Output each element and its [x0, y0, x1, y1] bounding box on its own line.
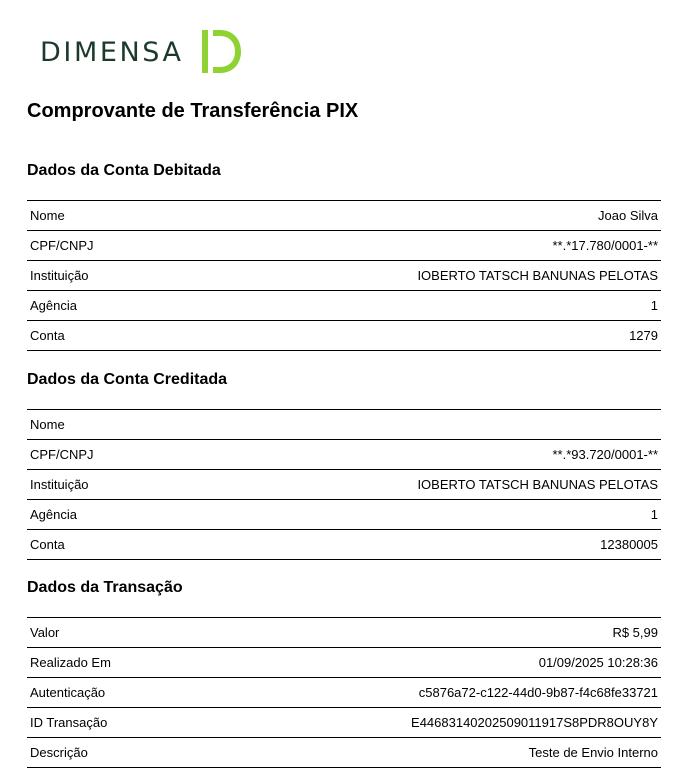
details-table — [27, 617, 661, 768]
page-title: Comprovante de Transferência PIX — [27, 100, 359, 122]
section-debited-account — [27, 161, 661, 351]
row-label: Instituição — [30, 477, 89, 492]
table-row — [27, 678, 661, 708]
table-row — [27, 440, 661, 470]
table-row — [27, 708, 661, 738]
table-row — [27, 738, 661, 768]
row-label: Conta — [30, 328, 65, 343]
row-label: Autenticação — [30, 685, 106, 700]
row-value: **.*93.720/0001-** — [552, 447, 658, 462]
brand-logo — [40, 24, 246, 78]
section-title: Dados da Transação — [27, 579, 183, 596]
row-label: Nome — [30, 417, 65, 432]
details-table — [27, 200, 661, 351]
row-value: **.*17.780/0001-** — [552, 238, 658, 253]
table-row — [27, 261, 661, 291]
row-label: Realizado Em — [30, 655, 111, 670]
row-label: Descrição — [30, 745, 88, 760]
section-transaction — [27, 578, 661, 768]
row-label: Agência — [30, 507, 77, 522]
row-value: 1 — [650, 298, 658, 313]
row-label: CPF/CNPJ — [30, 238, 94, 253]
row-value: IOBERTO TATSCH BANUNAS PELOTAS — [417, 477, 658, 492]
row-value: Teste de Envio Interno — [528, 745, 658, 760]
row-value: 1279 — [629, 328, 658, 343]
details-table — [27, 409, 661, 560]
row-value: IOBERTO TATSCH BANUNAS PELOTAS — [417, 268, 658, 283]
table-row — [27, 500, 661, 530]
dimensa-logo-icon — [196, 24, 246, 78]
table-row — [27, 470, 661, 500]
row-label: ID Transação — [30, 715, 108, 730]
row-value: Joao Silva — [598, 208, 658, 223]
row-label: Instituição — [30, 268, 89, 283]
table-row — [27, 231, 661, 261]
section-credited-account — [27, 370, 661, 560]
section-title: Dados da Conta Debitada — [27, 162, 221, 179]
table-row — [27, 291, 661, 321]
row-value: R$ 5,99 — [612, 625, 658, 640]
row-label: Conta — [30, 537, 65, 552]
row-label: CPF/CNPJ — [30, 447, 94, 462]
row-label: Nome — [30, 208, 65, 223]
row-label: Valor — [30, 625, 60, 640]
table-row — [27, 409, 661, 440]
row-value: c5876a72-c122-44d0-9b87-f4c68fe33721 — [418, 685, 658, 700]
table-row — [27, 530, 661, 560]
table-row — [27, 200, 661, 231]
row-label: Agência — [30, 298, 77, 313]
table-row — [27, 617, 661, 648]
row-value: 12380005 — [600, 537, 658, 552]
section-title: Dados da Conta Creditada — [27, 371, 228, 388]
brand-wordmark: DIMENSA — [40, 36, 184, 68]
row-value: 1 — [650, 507, 658, 522]
row-value: 01/09/2025 10:28:36 — [538, 655, 658, 670]
table-row — [27, 321, 661, 351]
table-row — [27, 648, 661, 678]
row-value: E44683140202509011917S8PDR8OUY8Y — [411, 715, 658, 730]
